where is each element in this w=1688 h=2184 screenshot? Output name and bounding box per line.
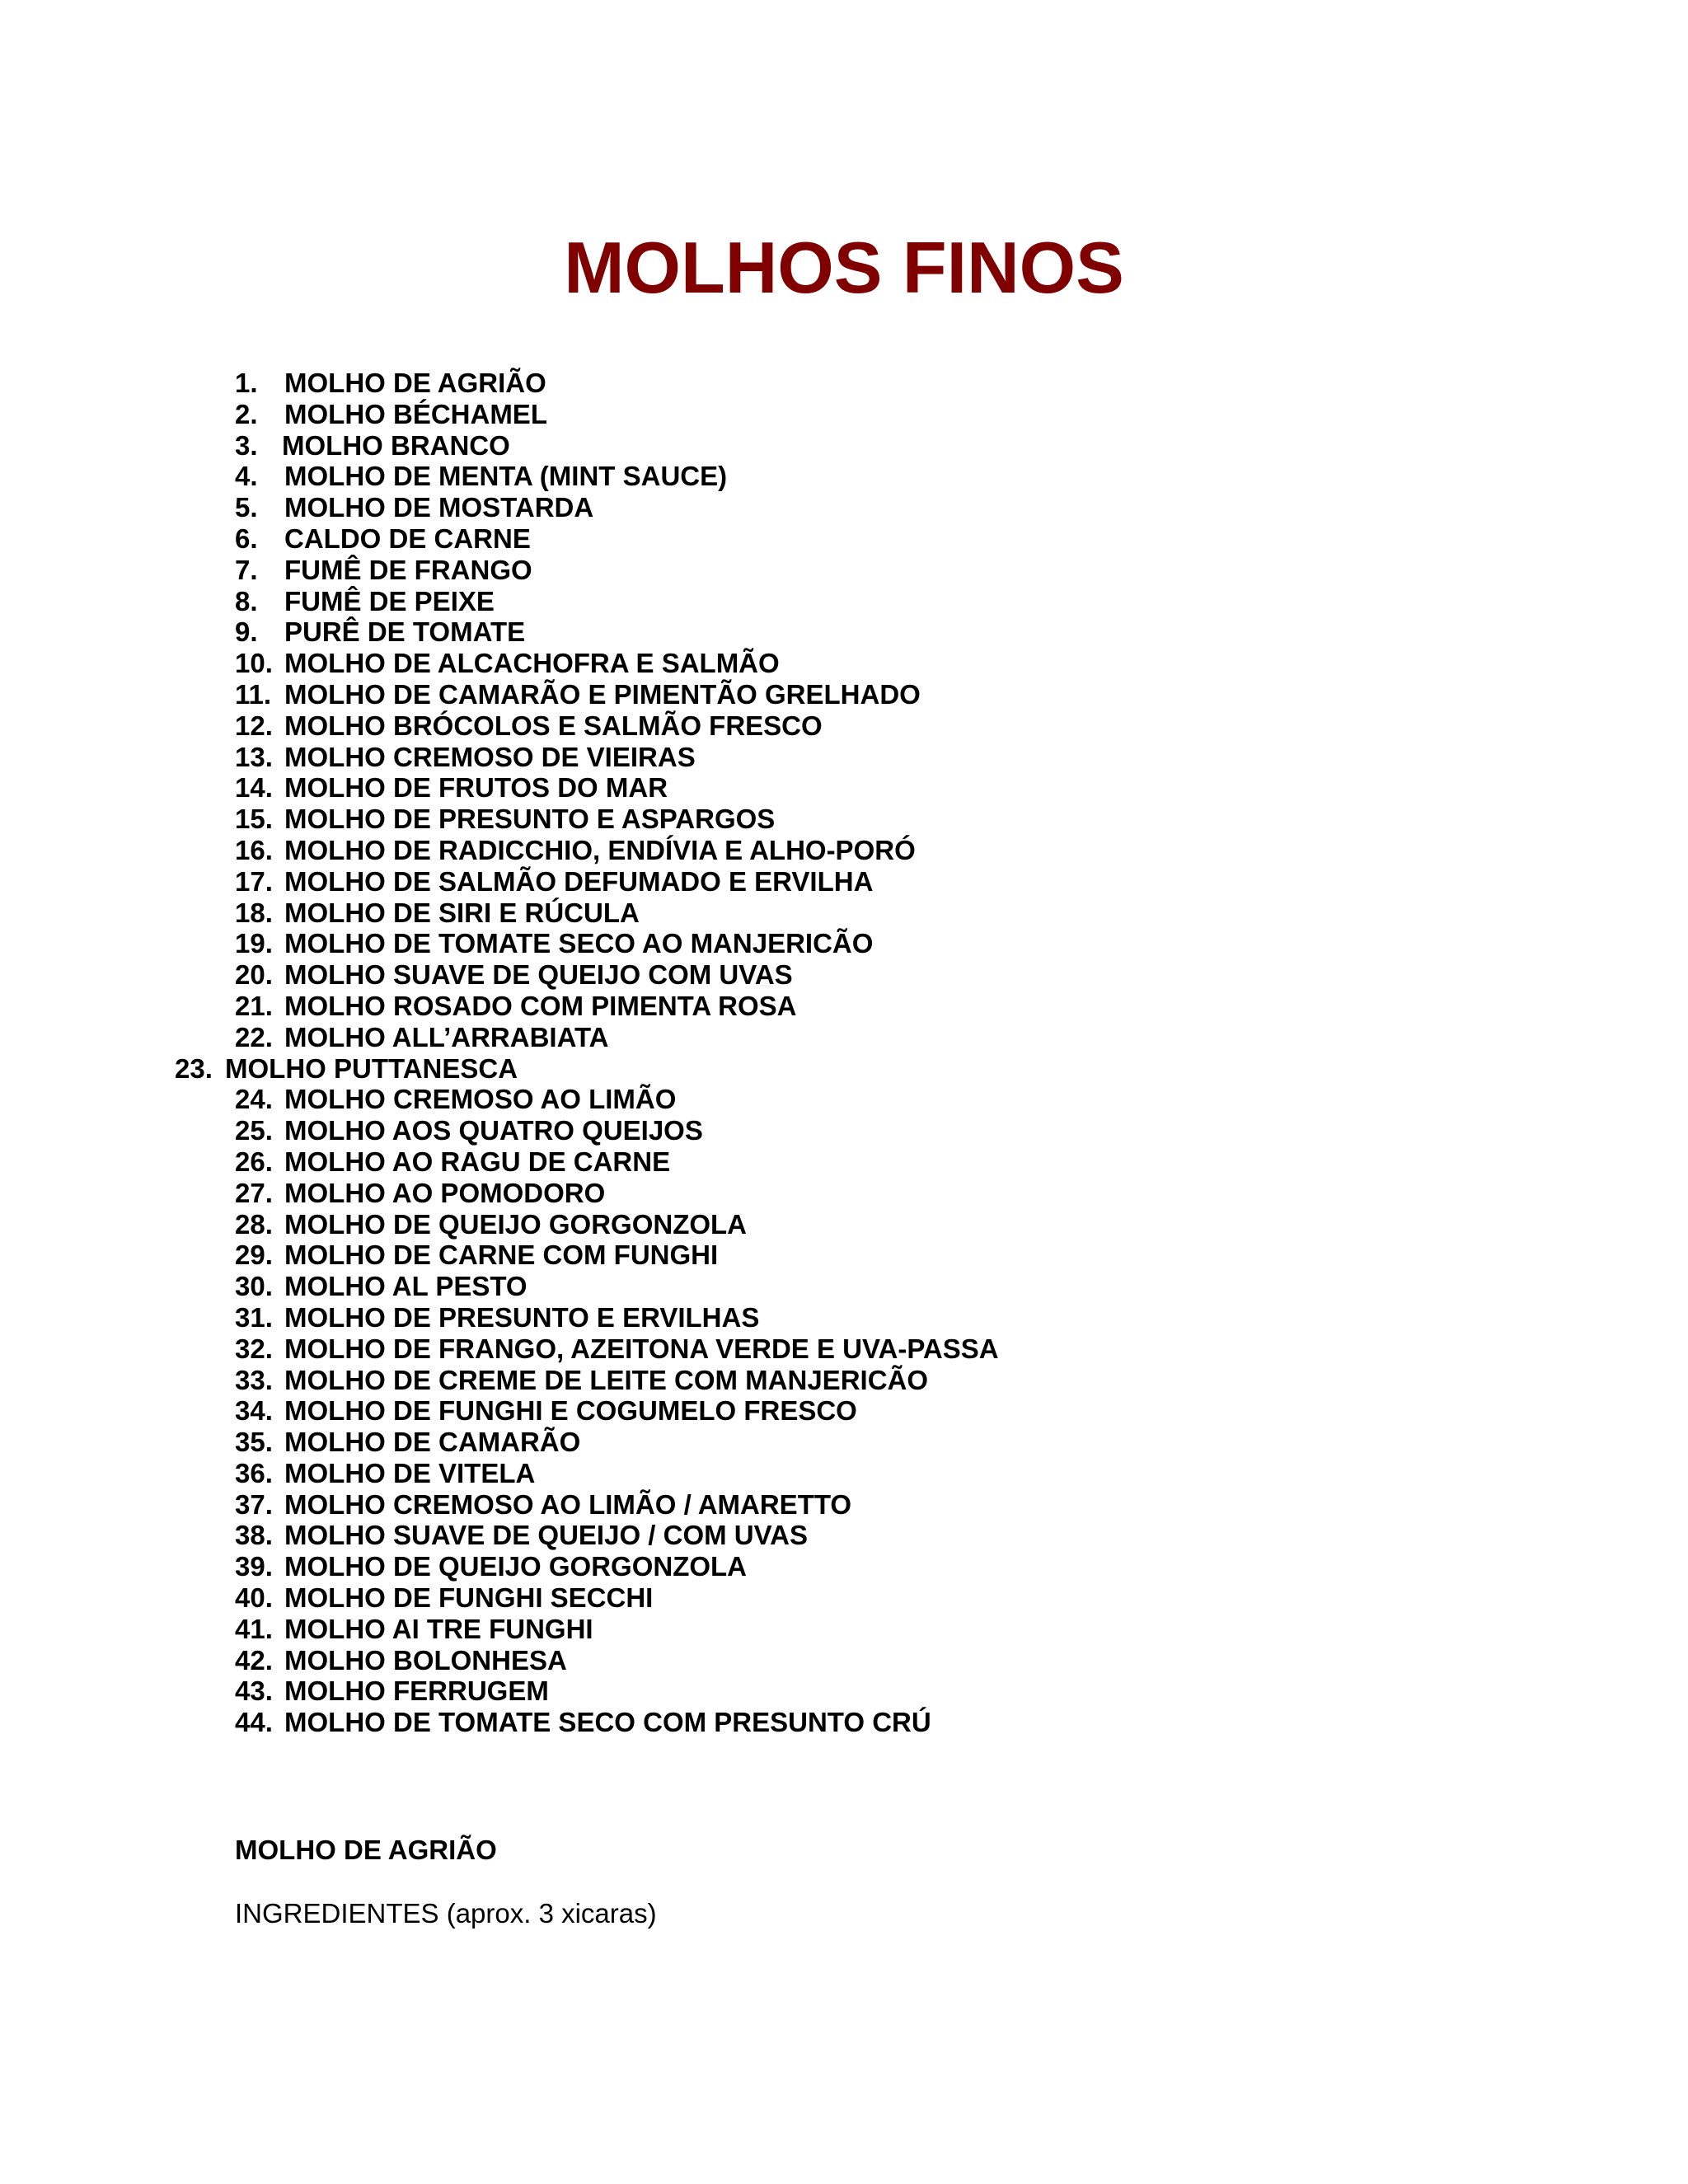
list-item-number: 34. [235,1395,273,1427]
list-item-number: 8. [235,585,258,616]
list-item-label: MOLHO SUAVE DE QUEIJO / COM UVAS [284,1520,809,1551]
list-item-label: MOLHO DE CAMARÃO E PIMENTÃO GRELHADO [284,678,921,710]
list-item-label: MOLHO DE MENTA (MINT SAUCE) [284,461,728,492]
list-item-number: 19. [235,928,273,959]
list-item-label: MOLHO DE SALMÃO DEFUMADO E ERVILHA [284,865,874,897]
list-item-number: 42. [235,1644,273,1675]
list-item-label: MOLHO AOS QUATRO QUEIJOS [284,1115,703,1146]
list-item-label: MOLHO SUAVE DE QUEIJO COM UVAS [284,959,793,991]
list-item-label: MOLHO DE RADICCHIO, ENDÍVIA E ALHO-PORÓ [284,834,916,865]
list-item-label: MOLHO PUTTANESCA [225,1052,518,1084]
list-item-number: 32. [235,1333,273,1364]
list-item-label: MOLHO DE ALCACHOFRA E SALMÃO [284,648,780,679]
list-item-label: MOLHO ROSADO COM PIMENTA ROSA [284,990,797,1021]
list-item-number: 30. [235,1271,273,1302]
list-item-label: MOLHO BRANCO [282,429,510,461]
list-item-label: MOLHO AI TRE FUNGHI [284,1613,593,1644]
list-item-label: MOLHO DE TOMATE SECO COM PRESUNTO CRÚ [284,1707,931,1738]
document-title: MOLHOS FINOS [564,227,1124,308]
list-item-label: MOLHO CREMOSO AO LIMÃO [284,1084,677,1115]
section-heading: MOLHO DE AGRIÃO [235,1835,497,1865]
list-item-label: MOLHO DE MOSTARDA [284,492,594,523]
list-item-label: MOLHO DE CARNE COM FUNGHI [284,1240,719,1271]
list-item-label: MOLHO DE PRESUNTO E ASPARGOS [284,804,776,835]
list-item-label: MOLHO BOLONHESA [284,1644,567,1675]
list-item-label: MOLHO DE FRANGO, AZEITONA VERDE E UVA-PASSA [284,1333,999,1364]
list-item-number: 13. [235,741,273,772]
list-item-number: 41. [235,1613,273,1644]
list-item-label: MOLHO ALL’ARRABIATA [284,1021,609,1052]
list-item-number: 25. [235,1115,273,1146]
ingredients-label: INGREDIENTES (aprox. 3 xicaras) [235,1898,657,1929]
list-item-number: 12. [235,710,273,741]
list-item-number: 26. [235,1146,273,1177]
list-item-number: 22. [235,1021,273,1052]
list-item-number: 9. [235,616,258,648]
list-item-number: 35. [235,1427,273,1458]
list-item-label: MOLHO DE FUNGHI SECCHI [284,1582,654,1614]
list-item-number: 24. [235,1084,273,1115]
list-item-number: 23. [175,1052,213,1084]
list-item-number: 27. [235,1177,273,1208]
list-item-number: 28. [235,1208,273,1240]
list-item-number: 2. [235,398,258,429]
list-item-number: 14. [235,772,273,804]
list-item-label: MOLHO DE QUEIJO GORGONZOLA [284,1208,748,1240]
list-item-label: FUMÊ DE PEIXE [284,585,495,616]
list-item-number: 10. [235,648,273,679]
list-item-number: 39. [235,1551,273,1582]
list-item-number: 17. [235,865,273,897]
list-item-label: MOLHO DE PRESUNTO E ERVILHAS [284,1301,760,1333]
list-item-number: 1. [235,368,258,398]
list-item-label: MOLHO DE VITELA [284,1457,536,1488]
list-item-label: MOLHO DE AGRIÃO [284,368,546,398]
list-item-number: 5. [235,492,258,523]
list-item-number: 33. [235,1364,273,1395]
list-item-label: MOLHO DE FUNGHI E COGUMELO FRESCO [284,1395,857,1427]
list-item-label: MOLHO DE SIRI E RÚCULA [284,897,640,928]
list-item-label: MOLHO FERRUGEM [284,1675,549,1707]
list-item-label: MOLHO CREMOSO DE VIEIRAS [284,741,696,772]
list-item-label: MOLHO DE FRUTOS DO MAR [284,772,668,804]
list-item-number: 15. [235,804,273,835]
list-item-number: 38. [235,1520,273,1551]
list-item-number: 18. [235,897,273,928]
list-item-label: MOLHO BÉCHAMEL [284,398,547,429]
list-item-label: MOLHO DE CREME DE LEITE COM MANJERICÃO [284,1364,929,1395]
list-item-label: MOLHO BRÓCOLOS E SALMÃO FRESCO [284,710,823,741]
list-item-number: 16. [235,834,273,865]
list-item-number: 36. [235,1457,273,1488]
list-item-number: 6. [235,523,258,554]
list-item-number: 4. [235,461,258,492]
list-item-label: MOLHO DE QUEIJO GORGONZOLA [284,1551,748,1582]
list-item-label: MOLHO AO POMODORO [284,1177,606,1208]
list-item-number: 29. [235,1240,273,1271]
list-item-number: 44. [235,1707,273,1738]
list-item-label: MOLHO DE CAMARÃO [284,1427,581,1458]
list-item-number: 43. [235,1675,273,1707]
list-item-label: MOLHO AL PESTO [284,1271,528,1302]
list-item-number: 40. [235,1582,273,1614]
list-item-number: 11. [235,678,272,710]
list-item-number: 3. [235,429,258,461]
list-item-number: 7. [235,554,258,585]
list-item-number: 20. [235,959,273,991]
list-item-label: FUMÊ DE FRANGO [284,554,532,585]
list-item-number: 31. [235,1301,273,1333]
list-item-number: 37. [235,1488,273,1520]
list-item-label: MOLHO DE TOMATE SECO AO MANJERICÃO [284,928,874,959]
list-item-label: PURÊ DE TOMATE [284,616,526,648]
list-item-label: MOLHO CREMOSO AO LIMÃO / AMARETTO [284,1488,852,1520]
list-item-label: MOLHO AO RAGU DE CARNE [284,1146,671,1177]
list-item-label: CALDO DE CARNE [284,523,531,554]
list-item-number: 21. [235,990,273,1021]
